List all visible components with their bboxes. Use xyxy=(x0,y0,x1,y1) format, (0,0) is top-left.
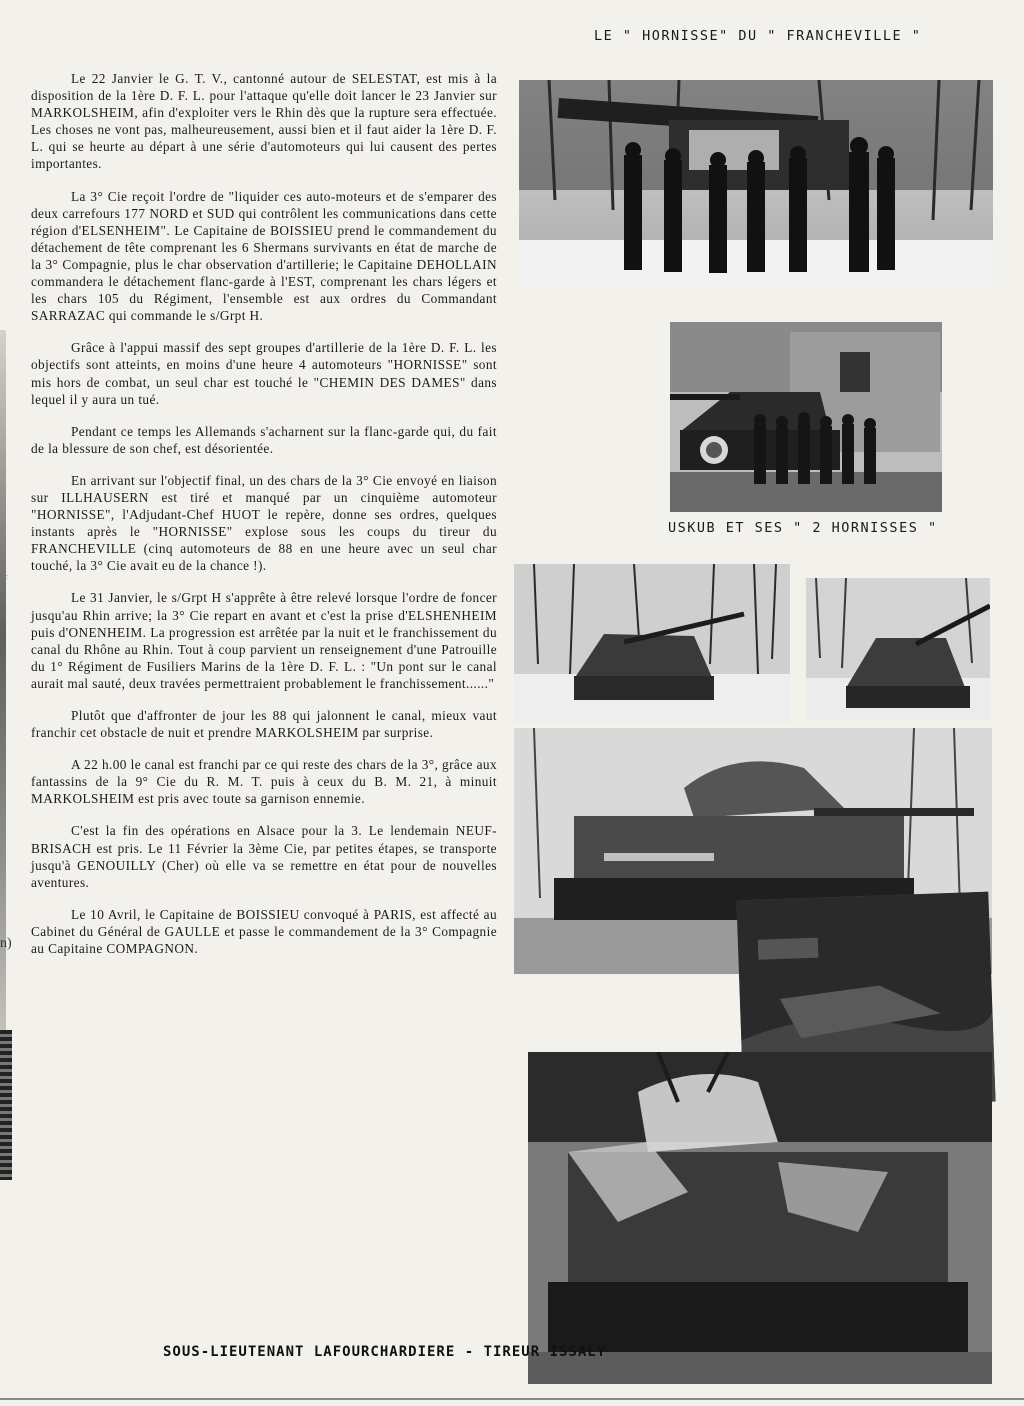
page-header-title: LE " HORNISSE" DU " FRANCHEVILLE " xyxy=(594,28,922,44)
photo-hornisse-in-forest xyxy=(514,564,790,722)
binding-edge-shadow xyxy=(0,330,6,1090)
article-paragraph-2: La 3° Cie reçoit l'ordre de "liquider ces auto-moteurs et de s'emparer des deux carrefours 177 NORD et SUD qui contrôlent les communications dans cette région d'ELSENHEIM". Le Capitaine de BOISSIEU prend le commandement du détachement de tête comprenant les 6 Shermans survivants en état de marche de la 3° Compagnie, plus le char observation d'artillerie; le Capitaine DEHOLLAIN commandera le détachement flanc-garde à l'EST, comprenant les chars légers et les chars 105 du Régiment, l'ensemble est aux ordres du Commandant SARRAZAC qui commande le s/Grpt H. xyxy=(31,188,497,324)
page-bottom-rule xyxy=(0,1398,1024,1400)
article-paragraph-3: Grâce à l'appui massif des sept groupes d'artillerie de la 1ère D. F. L. les objectifs sont atteints, en moins d'une heure 4 automoteurs "HORNISSE" sont mis hors de combat, un seul char est touché le "CHEMIN DES DAMES" dans lequel il y aura un tué. xyxy=(31,340,497,407)
photo-hornisse-gun-raised xyxy=(806,578,990,720)
article-body xyxy=(31,70,497,972)
article-paragraph-8: A 22 h.00 le canal est franchi par ce qui reste des chars de la 3°, grâce aux fantassins de la 9° Cie du R. M. T. puis à ceux du B. M. 21, à minuit MARKOLSHEIM est pris avec toute sa garnison ennemie. xyxy=(31,757,497,807)
binding-edge-text-fragment: n) xyxy=(0,936,12,951)
article-paragraph-10: Le 10 Avril, le Capitaine de BOISSIEU convoqué à PARIS, est affecté au Cabinet du Général de GAULLE et passe le commandement de la 3° Compagnie au Capitaine COMPAGNON. xyxy=(31,906,497,957)
photo-soldiers-in-snow xyxy=(519,80,993,287)
article-paragraph-5: En arrivant sur l'objectif final, un des chars de la 3° Cie envoyé en liaison sur ILLHAUSERN est tiré et manqué par un cinquième automoteur "HORNISSE", l'Adjudant-Chef HUOT le repère, donne ses ordres, quelques instants après le "HORNISSE" explose sous les coups du tireur du FRANCHEVILLE (cinq automoteurs de 88 en une heure avec un seul char touché, la 3° Cie avait eu de la chance !). xyxy=(31,472,497,574)
article-paragraph-7: Plutôt que d'affronter de jour les 88 qui jalonnent le canal, mieux vaut franchir cet obstacle de nuit et prendre MARKOLSHEIM par surprise. xyxy=(31,708,497,741)
article-paragraph-6: Le 31 Janvier, le s/Grpt H s'apprête à être relevé lorsque l'ordre de foncer jusqu'au Rhin arrive; la 3° Cie repart en avant et c'est la prise d'ELSHENHEIM puis d'ONENHEIM. La progression est arrêtée par la nuit et le franchissement du canal du Rhône au Rhin. Tout à coup parvient un renseignement d'une Patrouille du 1° Régiment de Fusiliers Marins de la 1ère D. F. L. : "Un pont sur le canal aurait mal sauté, deux travées permettraient probablement le franchissement......" xyxy=(31,590,497,691)
photo-camouflaged-tank-snow xyxy=(528,1052,992,1384)
article-paragraph-4: Pendant ce temps les Allemands s'acharnent sur la flanc-garde qui, du fait de la blessure de son chef, est désorientée. xyxy=(31,423,497,456)
article-paragraph-9: C'est la fin des opérations en Alsace pour la 3. Le lendemain NEUF-BRISACH est pris. Le 11 Février la 3ème Cie, par petites étapes, se transporte jusqu'à GENOUILLY (Cher) où elle va se remettre en état pour de nouvelles aventures. xyxy=(31,823,497,890)
article-paragraph-1: Le 22 Janvier le G. T. V., cantonné autour de SELESTAT, est mis à la disposition de la 1ère D. F. L. pour l'attaque qu'elle doit lancer le 23 Janvier sur MARKOLSHEIM, afin d'exploiter vers le Rhin dès que la rupture sera effectuée. Les choses ne vont pas, malheureusement, aussi bien et il faut aider la 1ère D. F. L. qui se heurte au départ à une série d'automoteurs qui lui causent des pertes importantes. xyxy=(31,71,497,172)
binding-edge-dark-band xyxy=(0,1030,12,1180)
photo-tank-uskub-with-crew xyxy=(670,322,942,512)
binding-edge-tick: ᶜ xyxy=(4,572,8,587)
photo-credit-footer: SOUS-LIEUTENANT LAFOURCHARDIERE - TIREUR ISSALY xyxy=(163,1344,607,1360)
photo-caption-uskub: USKUB ET SES " 2 HORNISSES " xyxy=(668,520,938,536)
